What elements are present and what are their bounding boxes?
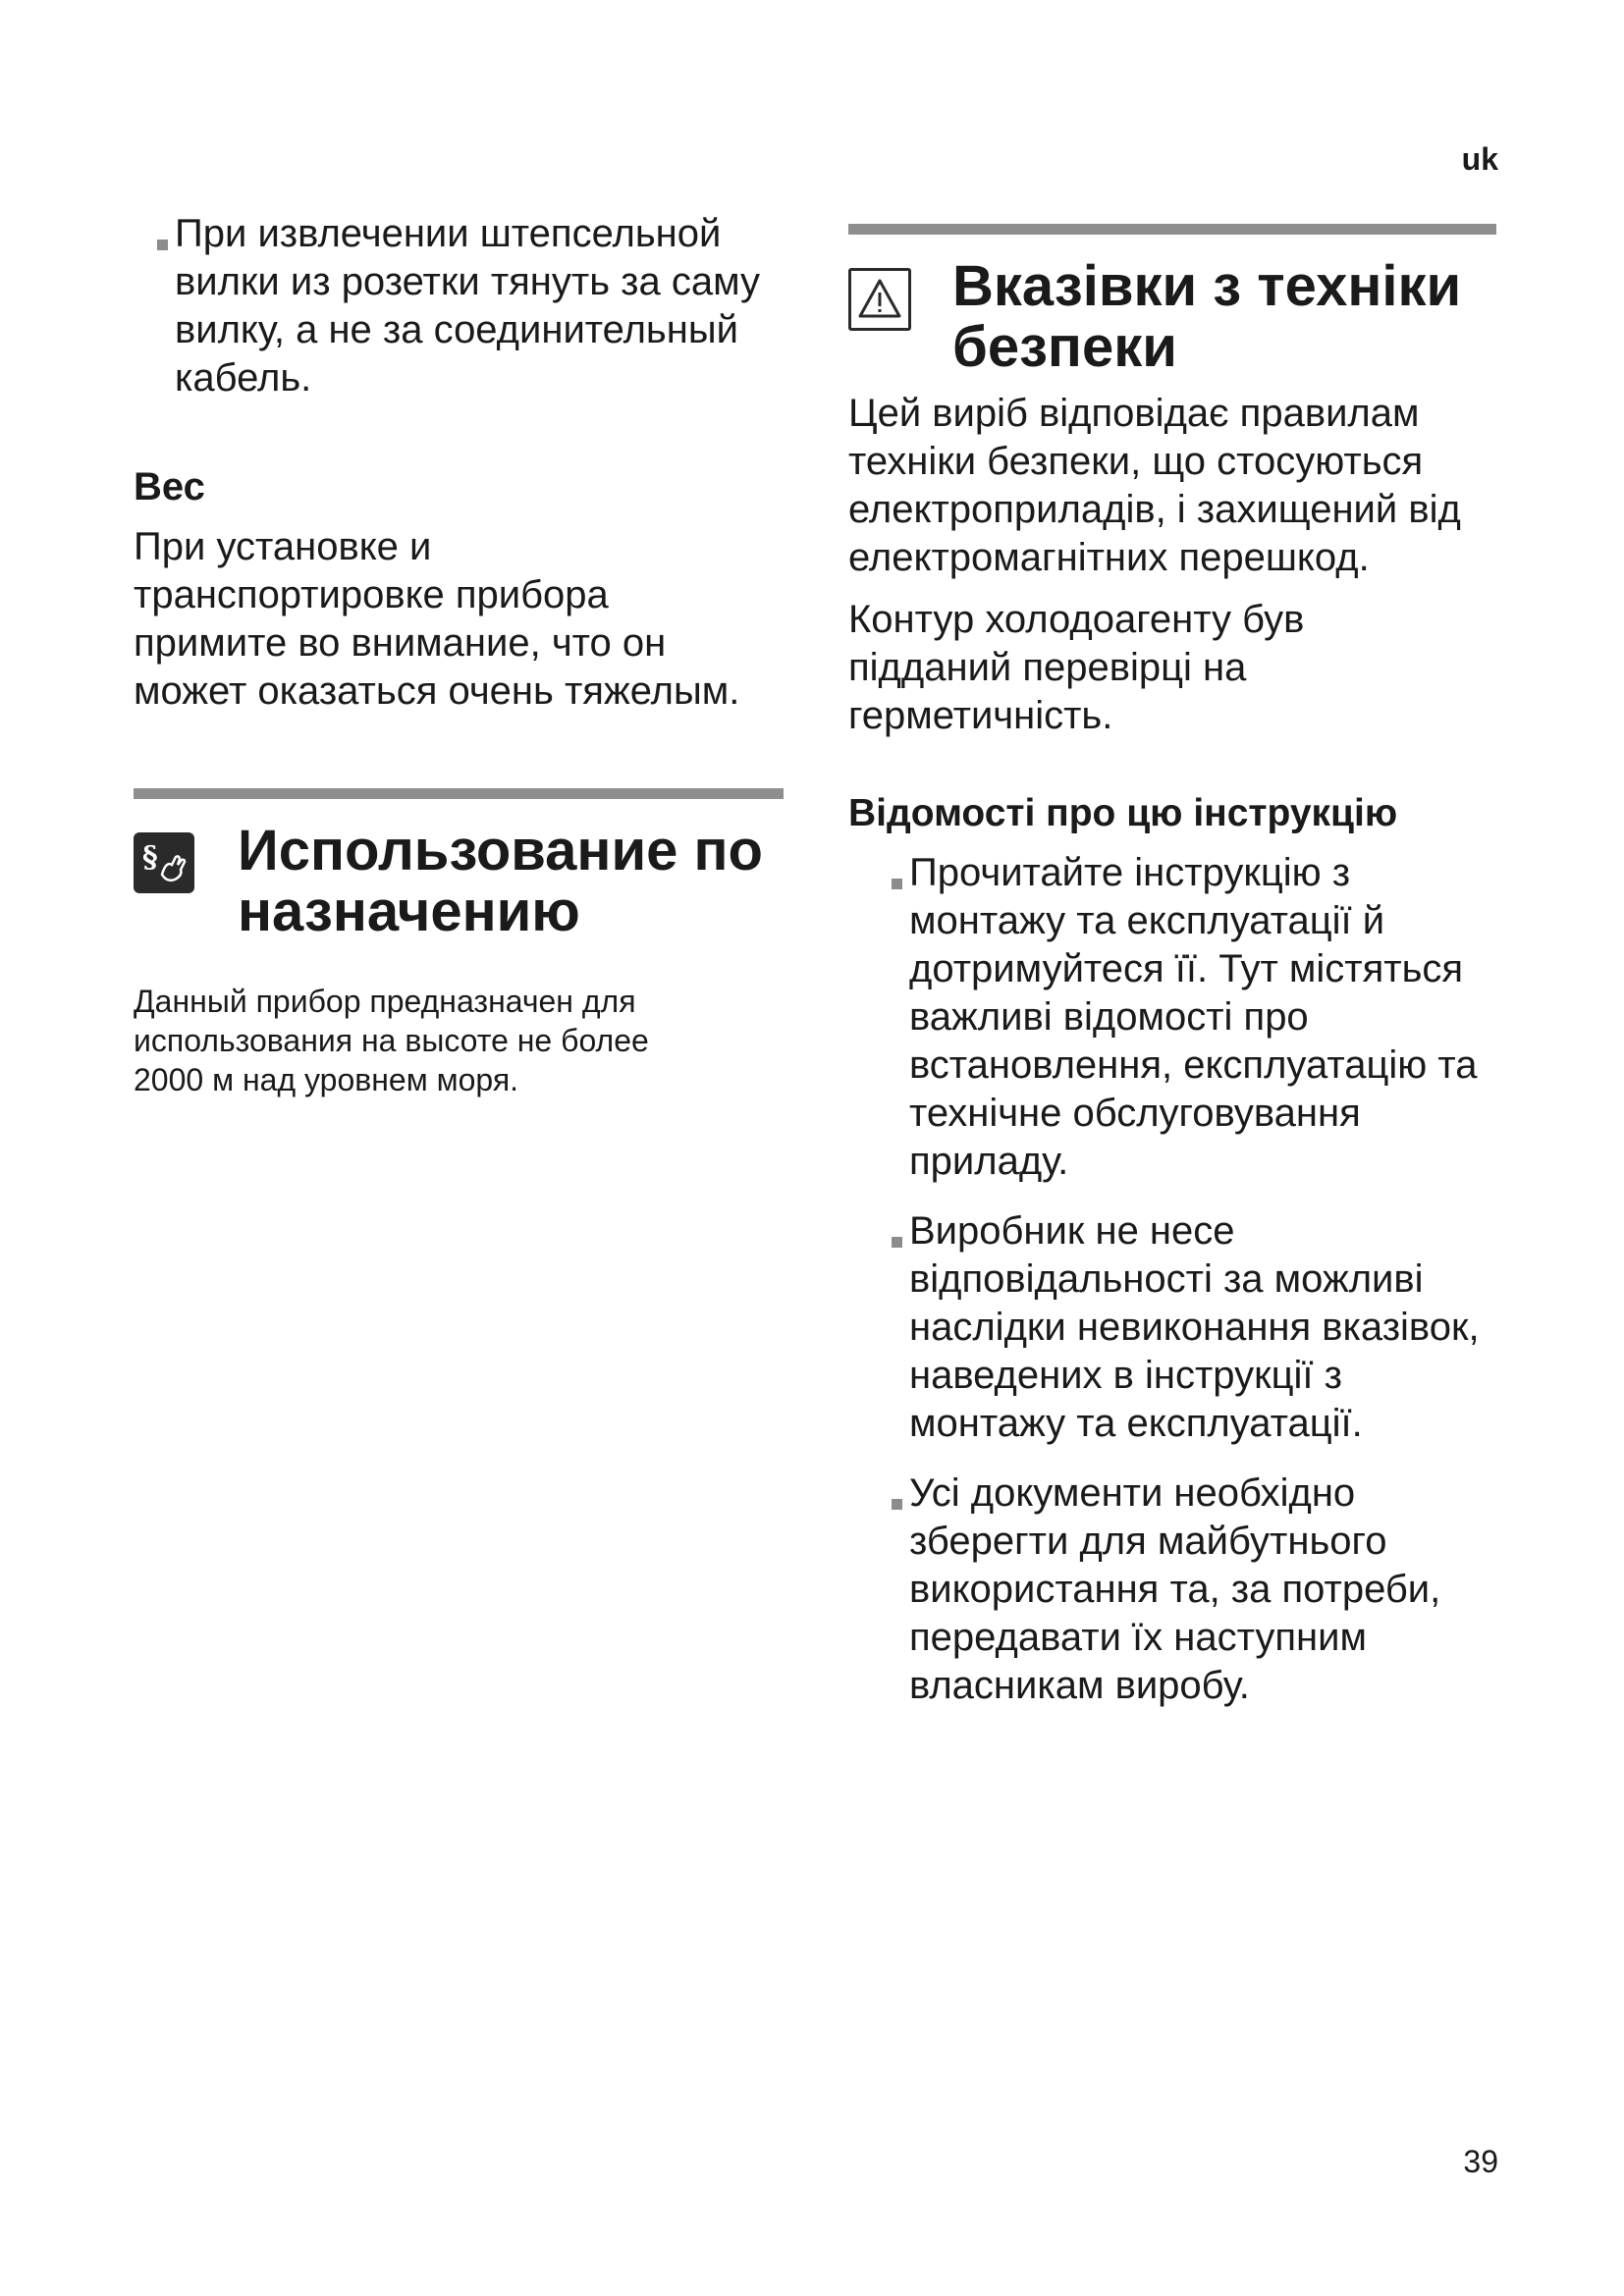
warning-triangle-icon (848, 268, 911, 331)
usage-section-header (134, 821, 811, 942)
usage-text: Данный прибор предназначен для использования на высоте не более 2000 м над уровнем моря. (134, 984, 649, 1097)
usage-title: Использование по назначению (238, 819, 763, 943)
right-column (848, 224, 1508, 1732)
list-item: Виробник не несе відповідальності за можливі наслідки невиконання вказівок, наведених в інструкції з монтажу та експлуатації. (868, 1207, 1508, 1448)
weight-text: При установке и транспортировке прибора примите во внимание, что он может оказаться очень тяжелым. (134, 525, 740, 713)
bullet-plug-removal: При извлечении штепсельной вилки из розетки тянуть за саму вилку, а не за соединительный кабель. (134, 210, 811, 402)
page-number: 39 (1463, 2144, 1498, 2179)
weight-heading: Вес (134, 465, 205, 508)
left-column (134, 210, 811, 1099)
safety-para-1: Цей виріб відповідає правилам техніки безпеки, що стосуються електроприладів, і захищений від електромагнітних перешкод. (848, 392, 1461, 579)
svg-text:§: § (142, 840, 158, 875)
language-code: uk (1461, 141, 1498, 177)
list-item: Прочитайте інструкцію з монтажу та експлуатації й дотримуйтеся її. Тут містяться важливі відомості про встановлення, експлуатацію та технічне обслуговування приладу. (868, 849, 1508, 1186)
section-divider (134, 788, 784, 799)
safety-para-2: Контур холодоагенту був підданий перевірці на герметичність. (848, 598, 1305, 737)
list-item: Усі документи необхідно зберегти для майбутнього використання та, за потреби, передавати їх наступним власникам виробу. (868, 1469, 1508, 1710)
safety-section-header (848, 256, 1508, 378)
instructions-heading: Відомості про цю інструкцію (848, 792, 1398, 834)
section-divider (848, 224, 1496, 235)
section-hand-icon (134, 832, 194, 893)
safety-title: Вказівки з техніки безпеки (952, 254, 1462, 379)
